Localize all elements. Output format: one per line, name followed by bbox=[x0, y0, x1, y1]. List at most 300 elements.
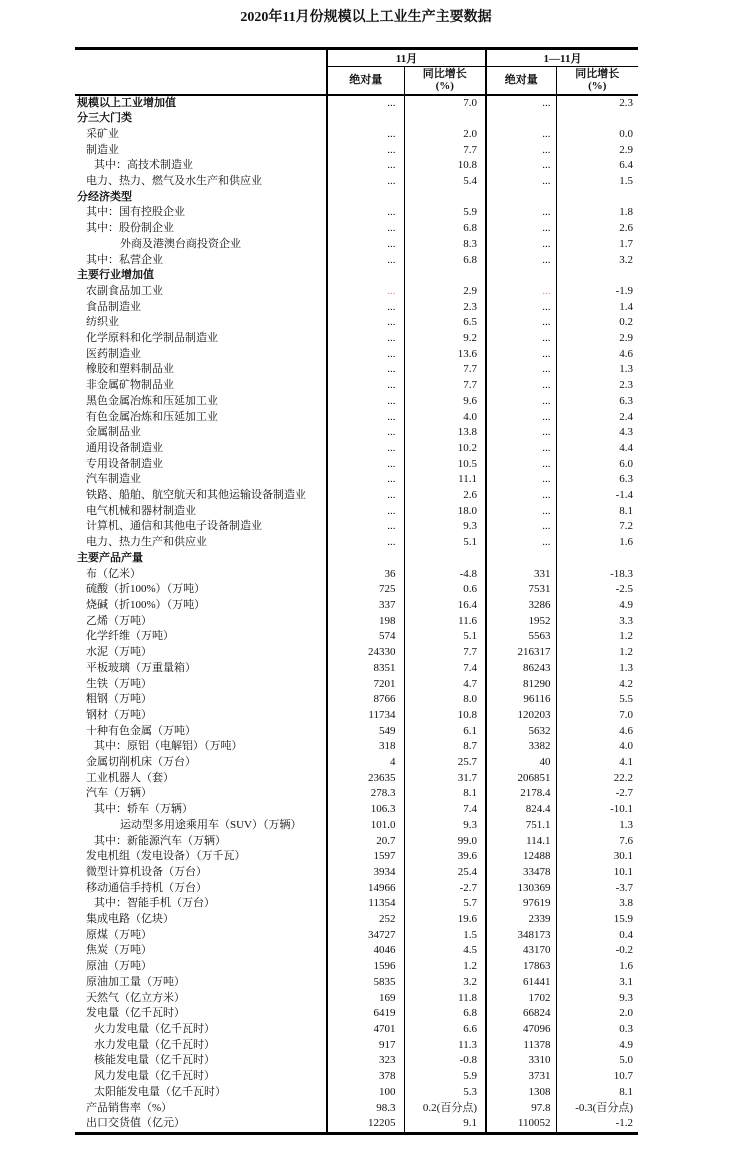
cell-abs-nov: 23635 bbox=[327, 771, 404, 787]
header-label-unit: (%) bbox=[588, 80, 607, 93]
row-label: 核能发电量（亿千瓦时） bbox=[94, 1054, 215, 1067]
cell-abs-nov: 14966 bbox=[327, 881, 404, 897]
cell-abs-cum: 2339 bbox=[486, 912, 556, 928]
cell-yoy-cum: 3.3 bbox=[556, 614, 638, 630]
cell-yoy-cum: 1.7 bbox=[556, 237, 638, 253]
cell-abs-cum: 96116 bbox=[486, 692, 556, 708]
row-label: 其中：智能手机（万台） bbox=[94, 897, 215, 910]
table-row bbox=[75, 896, 638, 912]
table-row bbox=[75, 975, 638, 991]
row-label: 医药制造业 bbox=[86, 347, 141, 360]
cell-yoy-nov: -0.8 bbox=[404, 1053, 486, 1069]
cell-yoy-cum: 0.4 bbox=[556, 928, 638, 944]
cell-yoy-nov: 6.5 bbox=[404, 315, 486, 331]
cell-yoy-cum: 4.0 bbox=[556, 739, 638, 755]
cell-abs-cum: ... bbox=[486, 410, 556, 426]
cell-abs-nov: 36 bbox=[327, 567, 404, 583]
corner-cell bbox=[75, 49, 327, 95]
row-label: 汽车（万辆） bbox=[86, 787, 152, 800]
table-row bbox=[75, 143, 638, 159]
cell-abs-cum: 3310 bbox=[486, 1053, 556, 1069]
cell-abs-nov: 725 bbox=[327, 582, 404, 598]
cell-yoy-cum: 4.4 bbox=[556, 441, 638, 457]
header-label: 绝对量 bbox=[504, 74, 538, 87]
table-row bbox=[75, 928, 638, 944]
cell-yoy-nov: 9.1 bbox=[404, 1116, 486, 1133]
cell-abs-cum: ... bbox=[486, 488, 556, 504]
cell-yoy-nov: 9.6 bbox=[404, 394, 486, 410]
cell-yoy-nov: 7.4 bbox=[404, 802, 486, 818]
cell-yoy-cum: 6.3 bbox=[556, 394, 638, 410]
table-row bbox=[75, 441, 638, 457]
row-label: 铁路、船舶、航空航天和其他运输设备制造业 bbox=[86, 489, 306, 502]
row-label: 电力、热力生产和供应业 bbox=[86, 536, 207, 549]
cell-abs-nov: 12205 bbox=[327, 1116, 404, 1133]
cell-yoy-cum: 4.9 bbox=[556, 1038, 638, 1054]
cell-abs-nov: 378 bbox=[327, 1069, 404, 1085]
table-row bbox=[75, 535, 638, 551]
table-row bbox=[75, 834, 638, 850]
row-label: 原煤（万吨） bbox=[86, 928, 152, 941]
cell-abs-nov: ... bbox=[327, 205, 404, 221]
table-row bbox=[75, 692, 638, 708]
cell-abs-cum: ... bbox=[486, 535, 556, 551]
cell-yoy-cum: 3.8 bbox=[556, 896, 638, 912]
cell-yoy-nov: 4.0 bbox=[404, 410, 486, 426]
cell-abs-nov: ... bbox=[327, 472, 404, 488]
cell-yoy-cum: 4.2 bbox=[556, 677, 638, 693]
cell-yoy-cum: 22.2 bbox=[556, 771, 638, 787]
cell-abs-cum: 216317 bbox=[486, 645, 556, 661]
cell-abs-nov: ... bbox=[327, 237, 404, 253]
cell-abs-cum: 5563 bbox=[486, 629, 556, 645]
cell-yoy-nov: 10.5 bbox=[404, 457, 486, 473]
cell-yoy-cum: 2.3 bbox=[556, 95, 638, 112]
cell-abs-cum bbox=[486, 111, 556, 127]
cell-yoy-nov: 2.3 bbox=[404, 300, 486, 316]
cell-yoy-nov: 25.4 bbox=[404, 865, 486, 881]
cell-abs-nov: ... bbox=[327, 410, 404, 426]
cell-abs-cum: ... bbox=[486, 315, 556, 331]
cell-yoy-nov: 0.2(百分点) bbox=[404, 1101, 486, 1117]
cell-abs-cum: ... bbox=[486, 394, 556, 410]
table-row bbox=[75, 253, 638, 269]
cell-abs-cum: 1308 bbox=[486, 1085, 556, 1101]
cell-abs-cum: 110052 bbox=[486, 1116, 556, 1133]
cell-abs-nov: ... bbox=[327, 425, 404, 441]
row-label: 主要产品产量 bbox=[77, 551, 143, 564]
row-label: 其中：轿车（万辆） bbox=[94, 803, 193, 816]
cell-abs-nov: 4701 bbox=[327, 1022, 404, 1038]
cell-yoy-nov: 6.8 bbox=[404, 253, 486, 269]
cell-yoy-cum: 2.6 bbox=[556, 221, 638, 237]
table-row bbox=[75, 912, 638, 928]
cell-yoy-cum: 4.6 bbox=[556, 724, 638, 740]
cell-yoy-nov: 10.8 bbox=[404, 708, 486, 724]
row-label: 粗钢（万吨） bbox=[86, 693, 152, 706]
cell-yoy-nov: 5.1 bbox=[404, 629, 486, 645]
table-row bbox=[75, 614, 638, 630]
row-label: 布（亿米） bbox=[86, 567, 141, 580]
cell-yoy-cum: 1.6 bbox=[556, 535, 638, 551]
table-row bbox=[75, 724, 638, 740]
cell-yoy-nov: 9.3 bbox=[404, 519, 486, 535]
row-label: 黑色金属冶炼和压延加工业 bbox=[86, 394, 218, 407]
cell-yoy-nov: 7.0 bbox=[404, 95, 486, 112]
cell-yoy-nov: -4.8 bbox=[404, 567, 486, 583]
row-label: 平板玻璃（万重量箱） bbox=[86, 661, 196, 674]
table-row bbox=[75, 629, 638, 645]
cell-abs-cum: 114.1 bbox=[486, 834, 556, 850]
header-label: 同比增长 bbox=[422, 68, 467, 81]
cell-abs-cum: ... bbox=[486, 472, 556, 488]
cell-yoy-cum bbox=[556, 111, 638, 127]
table-row bbox=[75, 127, 638, 143]
cell-abs-cum: 3286 bbox=[486, 598, 556, 614]
cell-yoy-cum: 3.1 bbox=[556, 975, 638, 991]
table-row bbox=[75, 95, 638, 112]
cell-abs-cum: 11378 bbox=[486, 1038, 556, 1054]
cell-abs-cum: 7531 bbox=[486, 582, 556, 598]
row-label: 电气机械和器材制造业 bbox=[86, 504, 196, 517]
row-label: 原油（万吨） bbox=[86, 960, 152, 973]
table-row bbox=[75, 802, 638, 818]
cell-abs-cum: 1702 bbox=[486, 991, 556, 1007]
table-row bbox=[75, 943, 638, 959]
cell-abs-nov: 11734 bbox=[327, 708, 404, 724]
table-row bbox=[75, 472, 638, 488]
cell-abs-nov: ... bbox=[327, 362, 404, 378]
cell-yoy-nov: 10.2 bbox=[404, 441, 486, 457]
cell-yoy-nov: 11.6 bbox=[404, 614, 486, 630]
cell-yoy-nov: 31.7 bbox=[404, 771, 486, 787]
cell-yoy-cum: 1.3 bbox=[556, 661, 638, 677]
header-group-row bbox=[75, 49, 638, 67]
cell-abs-cum: ... bbox=[486, 237, 556, 253]
table-row bbox=[75, 865, 638, 881]
table-row bbox=[75, 645, 638, 661]
cell-abs-cum: 5632 bbox=[486, 724, 556, 740]
cell-abs-cum: ... bbox=[486, 378, 556, 394]
cell-yoy-cum: 4.9 bbox=[556, 598, 638, 614]
row-label: 发电量（亿千瓦时） bbox=[86, 1007, 185, 1020]
table-row bbox=[75, 504, 638, 520]
cell-yoy-cum: 1.3 bbox=[556, 362, 638, 378]
row-label: 钢材（万吨） bbox=[86, 708, 152, 721]
cell-yoy-nov: 39.6 bbox=[404, 849, 486, 865]
cell-yoy-nov: 1.2 bbox=[404, 959, 486, 975]
cell-abs-nov: ... bbox=[327, 394, 404, 410]
table-row bbox=[75, 300, 638, 316]
cell-yoy-cum: 5.0 bbox=[556, 1053, 638, 1069]
cell-yoy-cum: 1.5 bbox=[556, 174, 638, 190]
cell-abs-cum: 3731 bbox=[486, 1069, 556, 1085]
cell-yoy-cum: 4.1 bbox=[556, 755, 638, 771]
cell-yoy-nov: 5.1 bbox=[404, 535, 486, 551]
cell-yoy-cum: 10.7 bbox=[556, 1069, 638, 1085]
cell-abs-nov: 337 bbox=[327, 598, 404, 614]
row-label: 金属切削机床（万台） bbox=[86, 756, 196, 769]
cell-yoy-cum: -1.9 bbox=[556, 284, 638, 300]
cell-abs-cum: ... bbox=[486, 158, 556, 174]
row-label: 专用设备制造业 bbox=[86, 457, 163, 470]
table-row bbox=[75, 598, 638, 614]
cell-abs-cum: 120203 bbox=[486, 708, 556, 724]
cell-abs-cum bbox=[486, 268, 556, 284]
table-row bbox=[75, 991, 638, 1007]
cell-yoy-nov: 7.7 bbox=[404, 378, 486, 394]
cell-yoy-cum: 1.6 bbox=[556, 959, 638, 975]
table-row bbox=[75, 315, 638, 331]
cell-abs-nov: 11354 bbox=[327, 896, 404, 912]
cell-yoy-cum: 10.1 bbox=[556, 865, 638, 881]
cell-abs-cum: 12488 bbox=[486, 849, 556, 865]
column-group-jan-nov: 1—11月 bbox=[486, 49, 638, 67]
cell-abs-nov: ... bbox=[327, 315, 404, 331]
cell-yoy-nov: 8.7 bbox=[404, 739, 486, 755]
cell-abs-cum: 97.8 bbox=[486, 1101, 556, 1117]
cell-yoy-nov: 11.1 bbox=[404, 472, 486, 488]
cell-yoy-nov: 2.6 bbox=[404, 488, 486, 504]
cell-yoy-cum: 15.9 bbox=[556, 912, 638, 928]
cell-yoy-nov: 5.7 bbox=[404, 896, 486, 912]
cell-yoy-nov: 10.8 bbox=[404, 158, 486, 174]
row-label: 主要行业增加值 bbox=[77, 269, 154, 282]
table-row bbox=[75, 849, 638, 865]
cell-yoy-nov: 25.7 bbox=[404, 755, 486, 771]
cell-yoy-cum: 2.4 bbox=[556, 410, 638, 426]
table-row bbox=[75, 1101, 638, 1117]
cell-yoy-cum: 2.3 bbox=[556, 378, 638, 394]
cell-yoy-nov: 3.2 bbox=[404, 975, 486, 991]
row-label: 出口交货值（亿元） bbox=[86, 1117, 185, 1130]
cell-abs-cum: ... bbox=[486, 425, 556, 441]
row-label: 制造业 bbox=[86, 143, 119, 156]
header-abs-nov bbox=[327, 67, 404, 95]
industrial-data-table bbox=[75, 47, 638, 1135]
cell-yoy-cum: -0.3(百分点) bbox=[556, 1101, 638, 1117]
cell-yoy-nov: 13.6 bbox=[404, 347, 486, 363]
table-row bbox=[75, 1085, 638, 1101]
table-row bbox=[75, 881, 638, 897]
table-row bbox=[75, 755, 638, 771]
table-row bbox=[75, 205, 638, 221]
table-row bbox=[75, 378, 638, 394]
cell-abs-cum: ... bbox=[486, 174, 556, 190]
cell-abs-cum: 86243 bbox=[486, 661, 556, 677]
cell-abs-cum: 1952 bbox=[486, 614, 556, 630]
table-row bbox=[75, 582, 638, 598]
cell-abs-cum: ... bbox=[486, 143, 556, 159]
table-row bbox=[75, 394, 638, 410]
header-abs-cum bbox=[486, 67, 556, 95]
cell-abs-nov: 278.3 bbox=[327, 786, 404, 802]
cell-abs-nov: 252 bbox=[327, 912, 404, 928]
cell-abs-nov: 6419 bbox=[327, 1006, 404, 1022]
table-row bbox=[75, 771, 638, 787]
cell-abs-nov: 3934 bbox=[327, 865, 404, 881]
row-label: 其中：高技术制造业 bbox=[94, 159, 193, 172]
cell-yoy-nov: 6.1 bbox=[404, 724, 486, 740]
cell-abs-cum: ... bbox=[486, 205, 556, 221]
table-row bbox=[75, 1022, 638, 1038]
cell-yoy-cum: -10.1 bbox=[556, 802, 638, 818]
table-row bbox=[75, 708, 638, 724]
cell-abs-cum: 47096 bbox=[486, 1022, 556, 1038]
cell-yoy-nov bbox=[404, 551, 486, 567]
row-label: 生铁（万吨） bbox=[86, 677, 152, 690]
cell-yoy-nov: 11.3 bbox=[404, 1038, 486, 1054]
row-label: 规模以上工业增加值 bbox=[77, 96, 176, 109]
cell-yoy-nov: 2.9 bbox=[404, 284, 486, 300]
cell-abs-nov: 917 bbox=[327, 1038, 404, 1054]
cell-yoy-nov: 6.6 bbox=[404, 1022, 486, 1038]
row-label: 焦炭（万吨） bbox=[86, 944, 152, 957]
cell-yoy-cum: 0.0 bbox=[556, 127, 638, 143]
header-label: 同比增长 bbox=[575, 68, 620, 81]
cell-abs-cum: ... bbox=[486, 221, 556, 237]
row-label: 移动通信手持机（万台） bbox=[86, 881, 207, 894]
cell-abs-cum: 331 bbox=[486, 567, 556, 583]
cell-abs-nov: 574 bbox=[327, 629, 404, 645]
row-label: 其中：新能源汽车（万辆） bbox=[94, 834, 226, 847]
cell-abs-cum: 2178.4 bbox=[486, 786, 556, 802]
cell-yoy-nov: 7.4 bbox=[404, 661, 486, 677]
cell-abs-nov: 4046 bbox=[327, 943, 404, 959]
row-label: 微型计算机设备（万台） bbox=[86, 865, 207, 878]
cell-abs-cum: ... bbox=[486, 331, 556, 347]
table-body bbox=[75, 95, 638, 1134]
row-label: 农副食品加工业 bbox=[86, 284, 163, 297]
cell-yoy-cum: -1.2 bbox=[556, 1116, 638, 1133]
table-row bbox=[75, 519, 638, 535]
table-row bbox=[75, 1038, 638, 1054]
cell-abs-nov: ... bbox=[327, 347, 404, 363]
row-label: 天然气（亿立方米） bbox=[86, 991, 185, 1004]
row-label: 其中：原铝（电解铝）（万吨） bbox=[94, 740, 243, 753]
cell-yoy-nov: 5.9 bbox=[404, 205, 486, 221]
cell-abs-nov: ... bbox=[327, 158, 404, 174]
cell-yoy-nov: 11.8 bbox=[404, 991, 486, 1007]
cell-yoy-nov: 8.1 bbox=[404, 786, 486, 802]
cell-abs-nov: ... bbox=[327, 143, 404, 159]
cell-abs-nov: ... bbox=[327, 504, 404, 520]
cell-abs-cum: ... bbox=[486, 300, 556, 316]
table-row bbox=[75, 488, 638, 504]
cell-yoy-cum: 2.0 bbox=[556, 1006, 638, 1022]
cell-yoy-cum bbox=[556, 190, 638, 206]
cell-yoy-nov: 16.4 bbox=[404, 598, 486, 614]
row-label: 非金属矿物制品业 bbox=[86, 379, 174, 392]
cell-abs-cum: 824.4 bbox=[486, 802, 556, 818]
cell-abs-nov: ... bbox=[327, 331, 404, 347]
table-row bbox=[75, 347, 638, 363]
table-row bbox=[75, 190, 638, 206]
cell-yoy-cum: 6.4 bbox=[556, 158, 638, 174]
cell-abs-cum: 40 bbox=[486, 755, 556, 771]
cell-yoy-nov: -2.7 bbox=[404, 881, 486, 897]
cell-yoy-cum: -2.7 bbox=[556, 786, 638, 802]
row-label: 外商及港澳台商投资企业 bbox=[120, 237, 241, 250]
row-label: 风力发电量（亿千瓦时） bbox=[94, 1070, 215, 1083]
header-yoy-nov bbox=[404, 67, 486, 95]
row-label: 分三大门类 bbox=[77, 112, 132, 125]
cell-yoy-cum bbox=[556, 551, 638, 567]
row-label: 食品制造业 bbox=[86, 300, 141, 313]
row-label: 原油加工量（万吨） bbox=[86, 975, 185, 988]
table-row bbox=[75, 1069, 638, 1085]
cell-abs-nov: 8351 bbox=[327, 661, 404, 677]
cell-yoy-nov: 8.0 bbox=[404, 692, 486, 708]
row-label: 运动型多用途乘用车（SUV）（万辆） bbox=[120, 818, 302, 831]
cell-yoy-cum: 7.2 bbox=[556, 519, 638, 535]
cell-abs-nov: 323 bbox=[327, 1053, 404, 1069]
row-label: 硫酸（折100%）（万吨） bbox=[86, 583, 206, 596]
row-label: 金属制品业 bbox=[86, 426, 141, 439]
table-row bbox=[75, 959, 638, 975]
cell-abs-cum: 33478 bbox=[486, 865, 556, 881]
cell-abs-nov bbox=[327, 111, 404, 127]
cell-yoy-cum: -0.2 bbox=[556, 943, 638, 959]
table-row bbox=[75, 268, 638, 284]
row-label: 工业机器人（套） bbox=[86, 771, 174, 784]
table-row bbox=[75, 111, 638, 127]
row-label: 烧碱（折100%）（万吨） bbox=[86, 599, 206, 611]
table-row bbox=[75, 551, 638, 567]
cell-yoy-cum: 1.2 bbox=[556, 629, 638, 645]
cell-abs-cum: 3382 bbox=[486, 739, 556, 755]
cell-abs-nov: 318 bbox=[327, 739, 404, 755]
cell-abs-cum: 81290 bbox=[486, 677, 556, 693]
header-label: 绝对量 bbox=[349, 74, 383, 87]
row-label: 太阳能发电量（亿千瓦时） bbox=[94, 1085, 226, 1098]
cell-yoy-cum: 1.2 bbox=[556, 645, 638, 661]
cell-yoy-cum bbox=[556, 268, 638, 284]
cell-yoy-cum: 6.0 bbox=[556, 457, 638, 473]
cell-yoy-cum: -3.7 bbox=[556, 881, 638, 897]
row-label: 乙烯（万吨） bbox=[86, 614, 152, 627]
cell-abs-cum: 43170 bbox=[486, 943, 556, 959]
cell-yoy-nov: 9.2 bbox=[404, 331, 486, 347]
cell-abs-nov bbox=[327, 268, 404, 284]
row-label: 水力发电量（亿千瓦时） bbox=[94, 1038, 215, 1051]
cell-abs-nov: 1596 bbox=[327, 959, 404, 975]
row-label: 有色金属冶炼和压延加工业 bbox=[86, 410, 218, 423]
cell-yoy-nov: 1.5 bbox=[404, 928, 486, 944]
cell-yoy-cum: 7.0 bbox=[556, 708, 638, 724]
cell-abs-nov: ... bbox=[327, 253, 404, 269]
cell-abs-cum: ... bbox=[486, 347, 556, 363]
cell-yoy-cum: 1.8 bbox=[556, 205, 638, 221]
table-row bbox=[75, 661, 638, 677]
cell-yoy-nov: 6.8 bbox=[404, 1006, 486, 1022]
cell-yoy-nov: 99.0 bbox=[404, 834, 486, 850]
cell-abs-cum: ... bbox=[486, 284, 556, 300]
cell-abs-nov: ... bbox=[327, 457, 404, 473]
cell-abs-nov: 100 bbox=[327, 1085, 404, 1101]
cell-abs-nov: 198 bbox=[327, 614, 404, 630]
cell-abs-cum: 17863 bbox=[486, 959, 556, 975]
row-label: 通用设备制造业 bbox=[86, 441, 163, 454]
cell-abs-nov: 34727 bbox=[327, 928, 404, 944]
cell-abs-cum: ... bbox=[486, 253, 556, 269]
cell-abs-nov: 5835 bbox=[327, 975, 404, 991]
cell-yoy-cum: 4.6 bbox=[556, 347, 638, 363]
cell-abs-cum: ... bbox=[486, 127, 556, 143]
cell-yoy-nov: 13.8 bbox=[404, 425, 486, 441]
cell-yoy-cum: 0.2 bbox=[556, 315, 638, 331]
cell-abs-cum: ... bbox=[486, 504, 556, 520]
